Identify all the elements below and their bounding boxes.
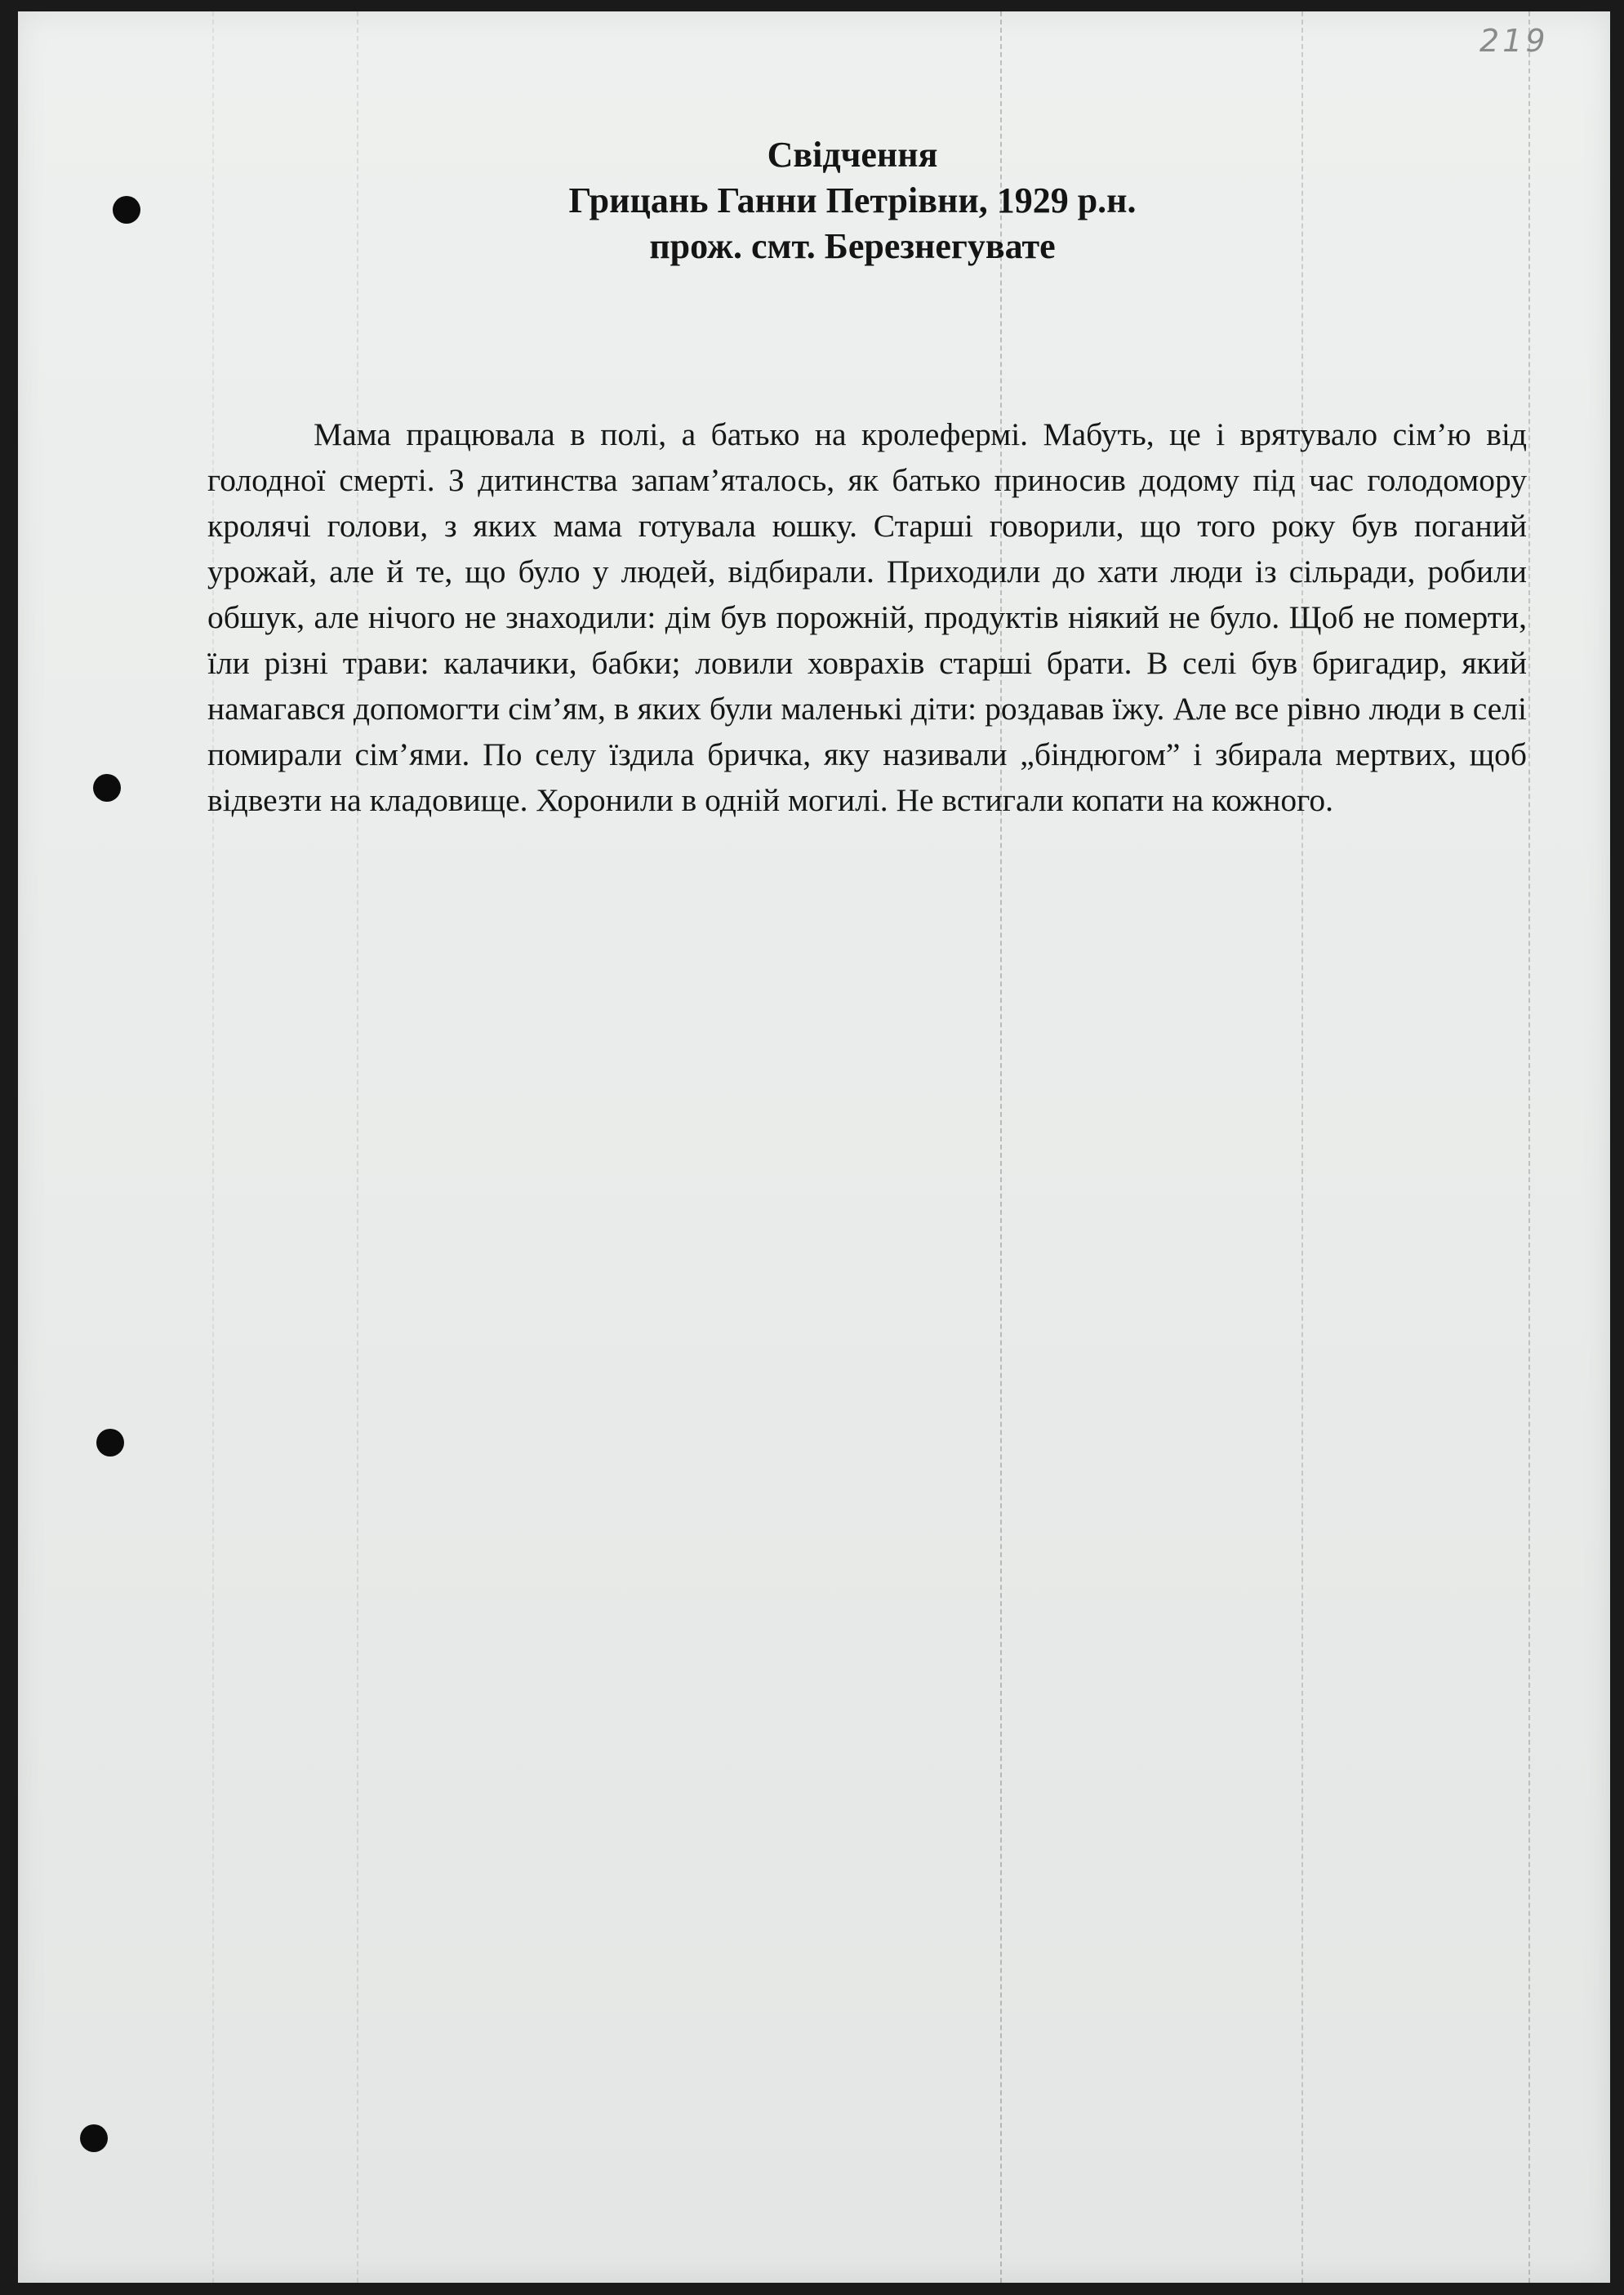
testimony-paragraph: Мама працювала в полі, а батько на кролефермі. Мабуть, це і врятувало сім’ю від голодної смерті. З дитинства запам’яталось, як батько приносив додому під час голодомору кролячі голови, з яких мама готувала юшку. Старші говорили, що того року був поганий урожай, але й те, що було у людей, відбирали. Приходили до хати люди із сільради, робили обшук, але нічого не знаходили: дім був порожній, продуктів ніякий не було. Щоб не померти, їли різні трави: калачики, бабки; ловили ховрахів старші брати. В селі був бригадир, який намагався допомогти сім’ям, в яких були маленькі діти: роздавав їжу. Але все рівно люди в селі помирали сім’ями. По селу їздила бричка, яку називали „біндюгом” і збирала мертвих, щоб відвезти на кладовище. Хоронили в одній могилі. Не встигали копати на кожного. (207, 416, 1527, 818)
fold-line (212, 11, 214, 2283)
punch-hole (93, 774, 121, 802)
fold-line (1301, 11, 1303, 2283)
document-page (18, 11, 1610, 2283)
witness-residence: прож. смт. Березнегувате (649, 226, 1056, 266)
witness-name: Грицань Ганни Петрівни, 1929 р.н. (568, 180, 1137, 220)
punch-hole (96, 1429, 124, 1457)
punch-hole (80, 2124, 108, 2152)
page-number: 219 (1479, 23, 1549, 59)
fold-line (357, 11, 358, 2283)
document-header (18, 132, 1624, 269)
fold-line (1000, 11, 1002, 2283)
fold-line (1528, 11, 1530, 2283)
document-title: Свідчення (767, 135, 938, 175)
